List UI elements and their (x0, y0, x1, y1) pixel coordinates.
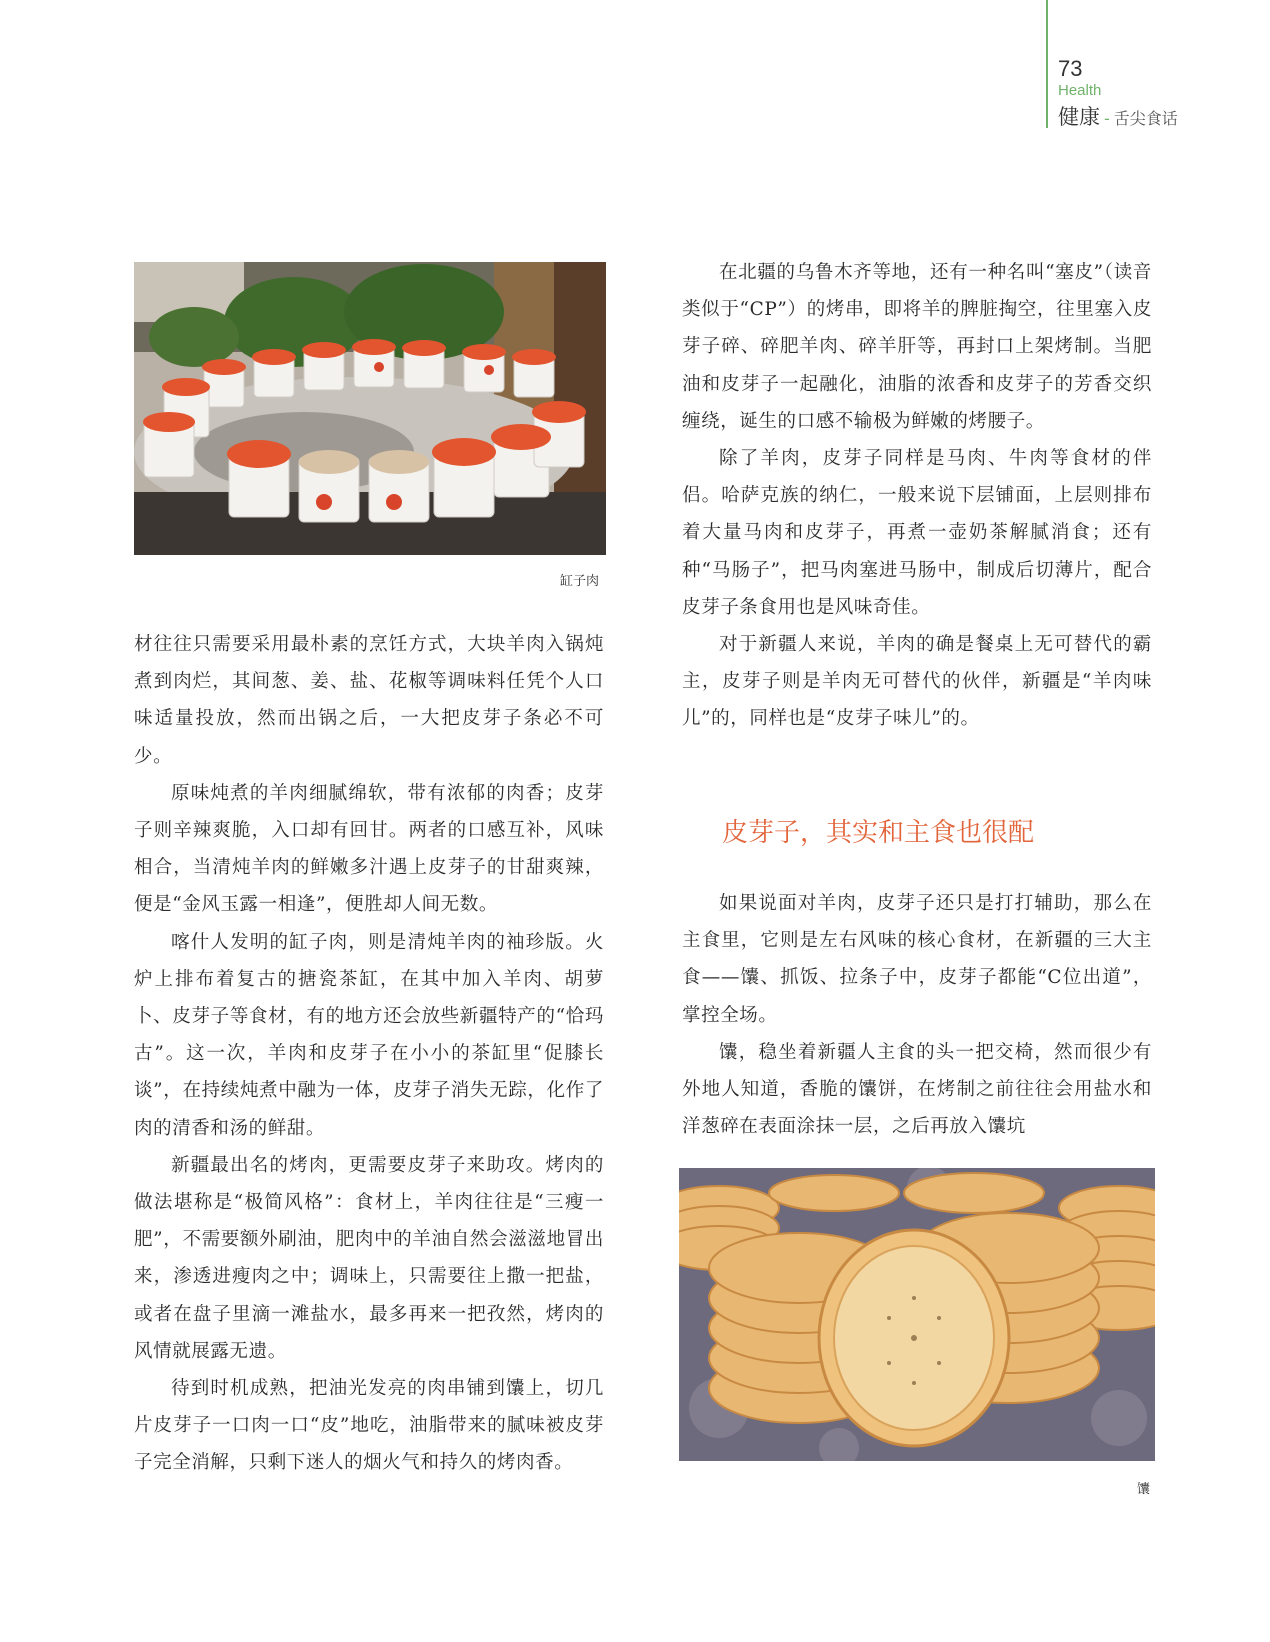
paragraph: 在北疆的乌鲁木齐等地，还有一种名叫“塞皮”（读音类似于“CP”）的烤串，即将羊的脾脏掏空，往里塞入皮芽子碎、碎肥羊肉、碎羊肝等，再封口上架烤制。当肥油和皮芽子一起融化，油脂的浓香和皮芽子的芳香交织缠绕，诞生的口感不输极为鲜嫩的烤腰子。 (682, 262, 1152, 432)
photo-caption: 馕 (1137, 1482, 1151, 1497)
naan-bread-photo (679, 1168, 1155, 1461)
category-chinese: 健康 (1058, 105, 1100, 129)
enamel-mugs-photo (134, 262, 606, 555)
column-name: 舌尖食话 (1113, 109, 1178, 128)
category-english: Health (1058, 82, 1102, 99)
paragraph: 对于新疆人来说，羊肉的确是餐桌上无可替代的霸主，皮芽子则是羊肉无可替代的伙伴，新疆是“羊肉味儿”的，同样也是“皮芽子味儿”的。 (682, 634, 1152, 730)
paragraph: 馕，稳坐着新疆人主食的头一把交椅，然而很少有外地人知道，香脆的馕饼，在烤制之前往往会用盐水和洋葱碎在表面涂抹一层，之后再放入馕坑 (682, 1041, 1152, 1138)
paragraph: 原味炖煮的羊肉细腻绵软，带有浓郁的肉香；皮芽子则辛辣爽脆，入口却有回甘。两者的口感互补，风味相合，当清炖羊肉的鲜嫩多汁遇上皮芽子的甘甜爽辣，便是“金风玉露一相逢”，便胜却人间无数。 (134, 782, 604, 916)
paragraph: 除了羊肉，皮芽子同样是马肉、牛肉等食材的伴侣。哈萨克族的纳仁，一般来说下层铺面，上层则排布着大量马肉和皮芽子，再煮一壶奶茶解腻消食；还有种“马肠子”，把马肉塞进马肠中，制成后切薄片，配合皮芽子条食用也是风味奇佳。 (682, 448, 1152, 618)
paragraph: 材往往只需要采用最朴素的烹饪方式，大块羊肉入锅炖煮到肉烂，其间葱、姜、盐、花椒等调味料任凭个人口味适量投放，然而出锅之后，一大把皮芽子条必不可少。 (134, 634, 604, 767)
header-divider-line (1046, 0, 1048, 128)
page-number: 73 (1058, 56, 1083, 81)
separator: - (1104, 109, 1110, 128)
section-heading: 皮芽子，其实和主食也很配 (722, 818, 1035, 848)
right-column-top (682, 254, 1152, 738)
paragraph: 如果说面对羊肉，皮芽子还只是打打辅助，那么在主食里，它则是左右风味的核心食材，在新疆的三大主食——馕、抓饭、拉条子中，皮芽子都能“C位出道”，掌控全场。 (682, 893, 1152, 1026)
paragraph: 新疆最出名的烤肉，更需要皮芽子来助攻。烤肉的做法堪称是“极简风格”：食材上，羊肉往往是“三瘦一肥”，不需要额外刷油，肥肉中的羊油自然会滋滋地冒出来，渗透进瘦肉之中；调味上，只需要往上撒一把盐，或者在盘子里滴一滩盐水，最多再来一把孜然，烤肉的风情就展露无遗。 (134, 1154, 604, 1362)
left-column (134, 626, 604, 1482)
right-column-bottom (682, 885, 1152, 1145)
section-label (1058, 101, 1178, 131)
paragraph: 喀什人发明的缸子肉，则是清炖羊肉的袖珍版。火炉上排布着复古的搪瓷茶缸，在其中加入羊肉、胡萝卜、皮芽子等食材，有的地方还会放些新疆特产的“恰玛古”。这一次，羊肉和皮芽子在小小的茶缸里“促膝长谈”，在持续炖煮中融为一体，皮芽子消失无踪，化作了肉的清香和汤的鲜甜。 (134, 931, 604, 1139)
photo-caption: 缸子肉 (560, 574, 600, 589)
paragraph: 待到时机成熟，把油光发亮的肉串铺到馕上，切几片皮芽子一口肉一口“皮”地吃，油脂带来的腻味被皮芽子完全消解，只剩下迷人的烟火气和持久的烤肉香。 (134, 1378, 604, 1474)
